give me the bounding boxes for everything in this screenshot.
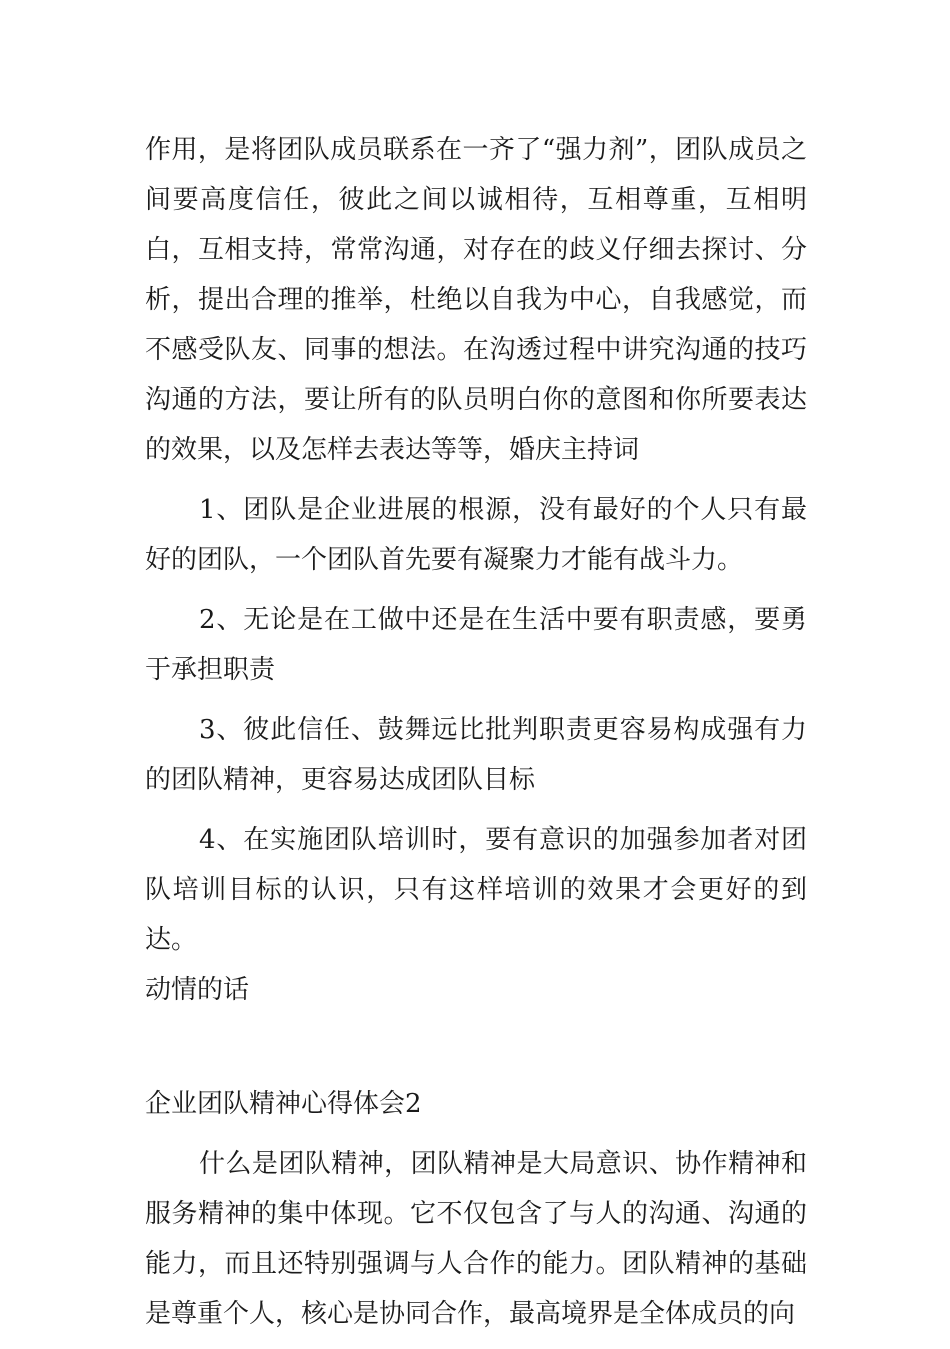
- section-paragraph: 什么是团队精神，团队精神是大局意识、协作精神和服务精神的集中体现。它不仅包含了与人的沟通、沟通的能力，而且还特别强调与人合作的能力。团队精神的基础是尊重个人，核心是协同合作，最高境界是全体成员的向: [145, 1149, 807, 1329]
- document-body: [145, 125, 807, 1349]
- trailing-line: 动情的话: [145, 975, 250, 1005]
- section-heading: 企业团队精神心得体会2: [145, 1089, 422, 1119]
- point-4: 4、在实施团队培训时，要有意识的加强参加者对团队培训目标的认识，只有这样培训的效果才会更好的到达。: [145, 825, 807, 955]
- point-3: 3、彼此信任、鼓舞远比批判职责更容易构成强有力的团队精神，更容易达成团队目标: [145, 715, 807, 795]
- point-1: 1、团队是企业进展的根源，没有最好的个人只有最好的团队，一个团队首先要有凝聚力才能有战斗力。: [145, 495, 807, 575]
- intro-paragraph: 作用，是将团队成员联系在一齐了“强力剂”，团队成员之间要高度信任，彼此之间以诚相待，互相尊重，互相明白，互相支持，常常沟通，对存在的歧义仔细去探讨、分析，提出合理的推举，杜绝以自我为中心，自我感觉，而不感受队友、同事的想法。在沟透过程中讲究沟通的技巧沟通的方法，要让所有的队员明白你的意图和你所要表达的效果，以及怎样去表达等等，婚庆主持词: [145, 135, 807, 465]
- point-2: 2、无论是在工做中还是在生活中要有职责感，要勇于承担职责: [145, 605, 807, 685]
